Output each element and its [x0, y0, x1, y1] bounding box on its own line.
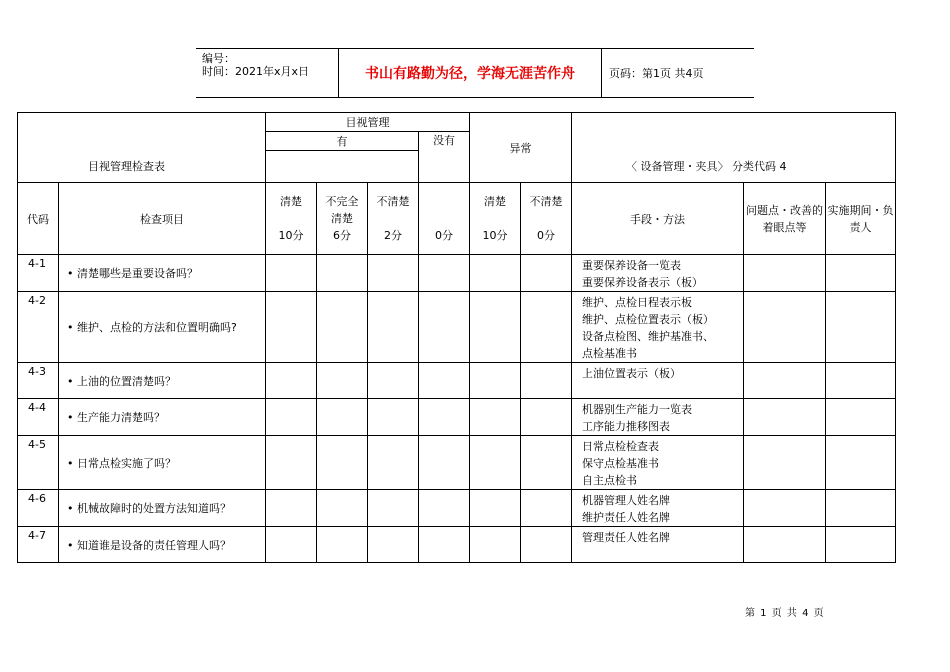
- method-line: 机器别生产能力一览表: [582, 403, 692, 416]
- issue-cell[interactable]: [744, 527, 826, 563]
- score-cell[interactable]: [419, 255, 470, 292]
- issue-cell[interactable]: [744, 399, 826, 436]
- page-footer: 第 1 页 共 4 页: [745, 608, 825, 619]
- score-cell[interactable]: [317, 363, 368, 399]
- row-methods: [572, 363, 744, 399]
- col-none-0: 0分: [419, 183, 470, 255]
- table-row: [18, 363, 896, 399]
- period-cell[interactable]: [826, 436, 896, 490]
- category-code: 〈 设备管理・夹具〉 分类代码 4: [572, 113, 896, 183]
- inspection-table: [17, 112, 896, 563]
- table-row: [18, 527, 896, 563]
- document-header: [196, 48, 754, 98]
- row-item: • 上油的位置清楚吗？: [59, 363, 266, 399]
- score-cell[interactable]: [470, 399, 521, 436]
- table-row: [18, 490, 896, 527]
- method-line: 点检基准书: [582, 347, 637, 360]
- score-cell[interactable]: [266, 363, 317, 399]
- method-line: 管理责任人姓名牌: [582, 531, 670, 544]
- score-cell[interactable]: [368, 292, 419, 363]
- score-cell[interactable]: [419, 490, 470, 527]
- issue-cell[interactable]: [744, 292, 826, 363]
- row-item: • 生产能力清楚吗？: [59, 399, 266, 436]
- score-cell[interactable]: [368, 363, 419, 399]
- score-cell[interactable]: [317, 436, 368, 490]
- col-item: 检查项目: [59, 183, 266, 255]
- number-label: 编号：: [202, 52, 235, 65]
- score-cell[interactable]: [470, 527, 521, 563]
- row-methods: [572, 527, 744, 563]
- row-methods: [572, 490, 744, 527]
- score-cell[interactable]: [266, 292, 317, 363]
- issue-cell[interactable]: [744, 490, 826, 527]
- col-issue: 问题点・改善的着眼点等: [744, 183, 826, 255]
- score-cell[interactable]: [419, 436, 470, 490]
- time-label: 时间：2021年x月x日: [202, 65, 310, 78]
- row-code: 4-5: [18, 436, 59, 490]
- row-code: 4-3: [18, 363, 59, 399]
- method-line: 保守点检基准书: [582, 457, 659, 470]
- score-cell[interactable]: [419, 363, 470, 399]
- score-cell[interactable]: [470, 363, 521, 399]
- score-cell[interactable]: [266, 527, 317, 563]
- score-cell[interactable]: [521, 292, 572, 363]
- score-cell[interactable]: [266, 255, 317, 292]
- table-row: [18, 436, 896, 490]
- header-meta: [196, 49, 338, 97]
- row-item: • 日常点检实施了吗？: [59, 436, 266, 490]
- motto: 书山有路勤为径，学海无涯苦作舟: [338, 49, 602, 97]
- method-line: 自主点检书: [582, 474, 637, 487]
- col-abn-clear-10: 清楚 10分: [470, 183, 521, 255]
- period-cell[interactable]: [826, 363, 896, 399]
- score-cell[interactable]: [521, 399, 572, 436]
- method-line: 机器管理人姓名牌: [582, 494, 670, 507]
- period-cell[interactable]: [826, 490, 896, 527]
- method-line: 重要保养设备表示（板）: [582, 276, 703, 289]
- row-code: 4-2: [18, 292, 59, 363]
- col-method: 手段・方法: [572, 183, 744, 255]
- score-cell[interactable]: [368, 399, 419, 436]
- table-row: [18, 399, 896, 436]
- period-cell[interactable]: [826, 399, 896, 436]
- score-cell[interactable]: [368, 255, 419, 292]
- score-cell[interactable]: [521, 436, 572, 490]
- score-cell[interactable]: [317, 399, 368, 436]
- row-item: • 清楚哪些是重要设备吗？: [59, 255, 266, 292]
- method-line: 重要保养设备一览表: [582, 259, 681, 272]
- score-cell[interactable]: [419, 292, 470, 363]
- method-line: 维护、点检位置表示（板）: [582, 313, 714, 326]
- row-methods: [572, 399, 744, 436]
- score-cell[interactable]: [470, 292, 521, 363]
- row-code: 4-4: [18, 399, 59, 436]
- score-cell[interactable]: [521, 527, 572, 563]
- method-line: 上油位置表示（板）: [582, 367, 681, 380]
- score-cell[interactable]: [419, 399, 470, 436]
- score-cell[interactable]: [317, 527, 368, 563]
- score-cell[interactable]: [266, 399, 317, 436]
- row-code: 4-1: [18, 255, 59, 292]
- score-cell[interactable]: [368, 436, 419, 490]
- score-cell[interactable]: [470, 255, 521, 292]
- row-item: • 机械故障时的处置方法知道吗？: [59, 490, 266, 527]
- score-cell[interactable]: [317, 490, 368, 527]
- score-cell[interactable]: [317, 292, 368, 363]
- col-code: 代码: [18, 183, 59, 255]
- row-methods: [572, 436, 744, 490]
- row-item: • 知道谁是设备的责任管理人吗？: [59, 527, 266, 563]
- row-methods: [572, 292, 744, 363]
- score-cell[interactable]: [266, 490, 317, 527]
- group-abnormal: 异常: [470, 113, 572, 183]
- table-title: 目视管理检查表: [18, 113, 266, 183]
- page-label: 页码：第1页 共4页: [609, 67, 704, 80]
- group-have: 有: [266, 132, 419, 151]
- issue-cell[interactable]: [744, 363, 826, 399]
- score-cell[interactable]: [470, 436, 521, 490]
- score-cell[interactable]: [368, 490, 419, 527]
- method-line: 维护、点检日程表示板: [582, 296, 692, 309]
- col-abn-unclear-0: 不清楚 0分: [521, 183, 572, 255]
- issue-cell[interactable]: [744, 436, 826, 490]
- table-row: [18, 292, 896, 363]
- group-visual: 目视管理: [266, 113, 470, 132]
- row-code: 4-6: [18, 490, 59, 527]
- issue-cell[interactable]: [744, 255, 826, 292]
- period-cell[interactable]: [826, 255, 896, 292]
- period-cell[interactable]: [826, 527, 896, 563]
- score-cell[interactable]: [266, 436, 317, 490]
- col-unclear-2: 不清楚 2分: [368, 183, 419, 255]
- period-cell[interactable]: [826, 292, 896, 363]
- score-cell[interactable]: [419, 527, 470, 563]
- method-line: 维护责任人姓名牌: [582, 511, 670, 524]
- col-period: 实施期间・负责人: [826, 183, 896, 255]
- col-clear-10: 清楚 10分: [266, 183, 317, 255]
- row-item: • 维护、点检的方法和位置明确吗?: [59, 292, 266, 363]
- score-cell[interactable]: [521, 490, 572, 527]
- score-cell[interactable]: [521, 363, 572, 399]
- method-line: 工序能力推移图表: [582, 420, 670, 433]
- row-methods: [572, 255, 744, 292]
- column-header-row: [18, 183, 896, 255]
- row-code: 4-7: [18, 527, 59, 563]
- method-line: 设备点检图、维护基准书、: [582, 330, 714, 343]
- col-partial-6: 不完全 清楚 6分: [317, 183, 368, 255]
- score-cell[interactable]: [470, 490, 521, 527]
- score-cell[interactable]: [521, 255, 572, 292]
- score-cell[interactable]: [368, 527, 419, 563]
- group-none: 没有: [419, 132, 470, 183]
- method-line: 日常点检检查表: [582, 440, 659, 453]
- score-cell[interactable]: [317, 255, 368, 292]
- table-row: [18, 255, 896, 292]
